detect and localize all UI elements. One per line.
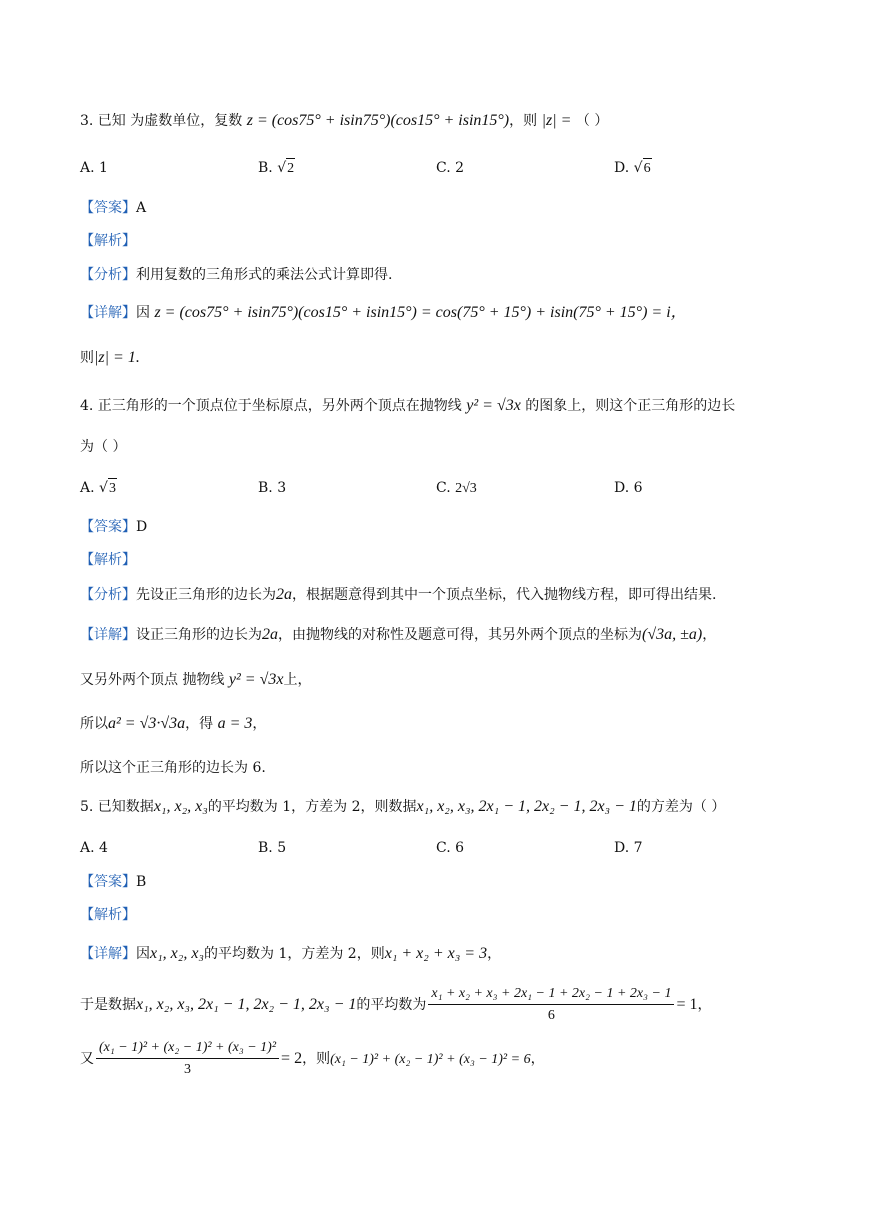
q5-xiangjie: 【详解】因x₁, x₂, x₃的平均数为 1，方差为 2，则x₁ + x₂ + x₃ = 3， [80,945,502,962]
q3-xiangjie: 【详解】因 z = (cos75° + isin75°)(cos15° + isin15°) = cos(75° + 15°) + isin(75° + 15°) = i， [80,304,687,321]
variance-fraction: $\frac{\text{(x₁ − 1)² + (x₂ − 1)² + (x₃ − 1)²}}{3}$ [96,1038,279,1081]
q5-option-a: A. 4 [80,840,108,856]
sqrt-icon: √ [633,160,643,176]
q5-option-c: C. 6 [436,840,465,856]
q4-answer: 【答案】D [80,519,148,535]
q4-option-d: D. 6 [614,480,643,496]
q3-abs-z: |z| = [541,112,572,129]
q3-fenxi: 【分析】利用复数的三角形式的乘法公式计算即得. [80,267,393,283]
q4-parabola: y² = √3x [466,397,521,414]
sqrt-icon: √ [99,480,108,496]
q4-line3: 所以a² = √3·√3a，得 a = 3， [80,715,267,732]
q4-line4: 所以这个正三角形的边长为 6. [80,760,266,776]
mean-fraction: $\frac{\text{x₁ + x₂ + x₃ + 2x₁ − 1 + 2x₂ − 1 + 2x₃ − 1}}{6}$ [428,984,674,1027]
q3-analysis-label: 【解析】 [80,233,136,249]
q5-answer: 【答案】B [80,874,147,890]
q3-formula: z = (cos75° + isin75°)(cos15° + isin15°) [246,112,510,129]
q4-option-c: C. 2√3 [436,480,477,496]
q3-conclusion: 则|z| = 1. [80,349,140,366]
sqrt-icon: √ [277,160,287,176]
q5-analysis-label: 【解析】 [80,907,136,923]
q5-line2: 于是数据x₁, x₂, x₃, 2x₁ − 1, 2x₂ − 1, 2x₃ − 1的平均数为 $\frac{\text{x₁ + x₂ + x₃ + 2x₁ − 1 + 2x₂ − 1 + 2x₃ − 1}}{6}$ = 1， [80,982,711,1028]
q3-option-b: B. √2 [258,158,295,179]
q5-line3: 又 $\frac{\text{(x₁ − 1)² + (x₂ − 1)² + (x₃ − 1)²}}{3}$ = 2，则(x₁ − 1)² + (x₂ − 1)² + (x₃ − 1)² = 6， [80,1036,545,1083]
q4-stem: 4. 正三角形的一个顶点位于坐标原点，另外两个顶点在抛物线 y² = √3x 的图象上，则这个正三角形的边长 [80,397,736,414]
q3-option-a: A. 1 [80,160,108,176]
q4-option-b: B. 3 [258,480,287,496]
q3-stem: 3. 已知 为虚数单位，复数 z = (cos75° + isin75°)(cos15° + isin15°)，则 |z| = （ ） [80,112,609,129]
q4-analysis-label: 【解析】 [80,552,136,568]
q3-answer: 【答案】A [80,200,147,216]
q4-fenxi: 【分析】先设正三角形的边长为2a，根据题意得到其中一个顶点坐标，代入抛物线方程，即可得出结果. [80,586,717,603]
q5-option-b: B. 5 [258,840,287,856]
q3-option-d: D. √6 [614,158,652,179]
q5-option-d: D. 7 [614,840,643,856]
q4-option-a: A. √3 [80,478,117,499]
q3-option-c: C. 2 [436,160,465,176]
q4-line2: 又另外两个顶点 抛物线 y² = √3x上， [80,671,312,688]
q4-xiangjie: 【详解】设正三角形的边长为2a，由抛物线的对称性及题意可得，其另外两个顶点的坐标为(√3a, ±a)， [80,626,717,643]
q4-coords: (√3a, ±a) [642,626,703,643]
q5-stem: 5. 已知数据x₁, x₂, x₃的平均数为 1，方差为 2，则数据x₁, x₂, x₃, 2x₁ − 1, 2x₂ − 1, 2x₃ − 1的方差为（ ） [80,798,726,815]
q4-stem-cont: 为（ ） [80,439,127,455]
